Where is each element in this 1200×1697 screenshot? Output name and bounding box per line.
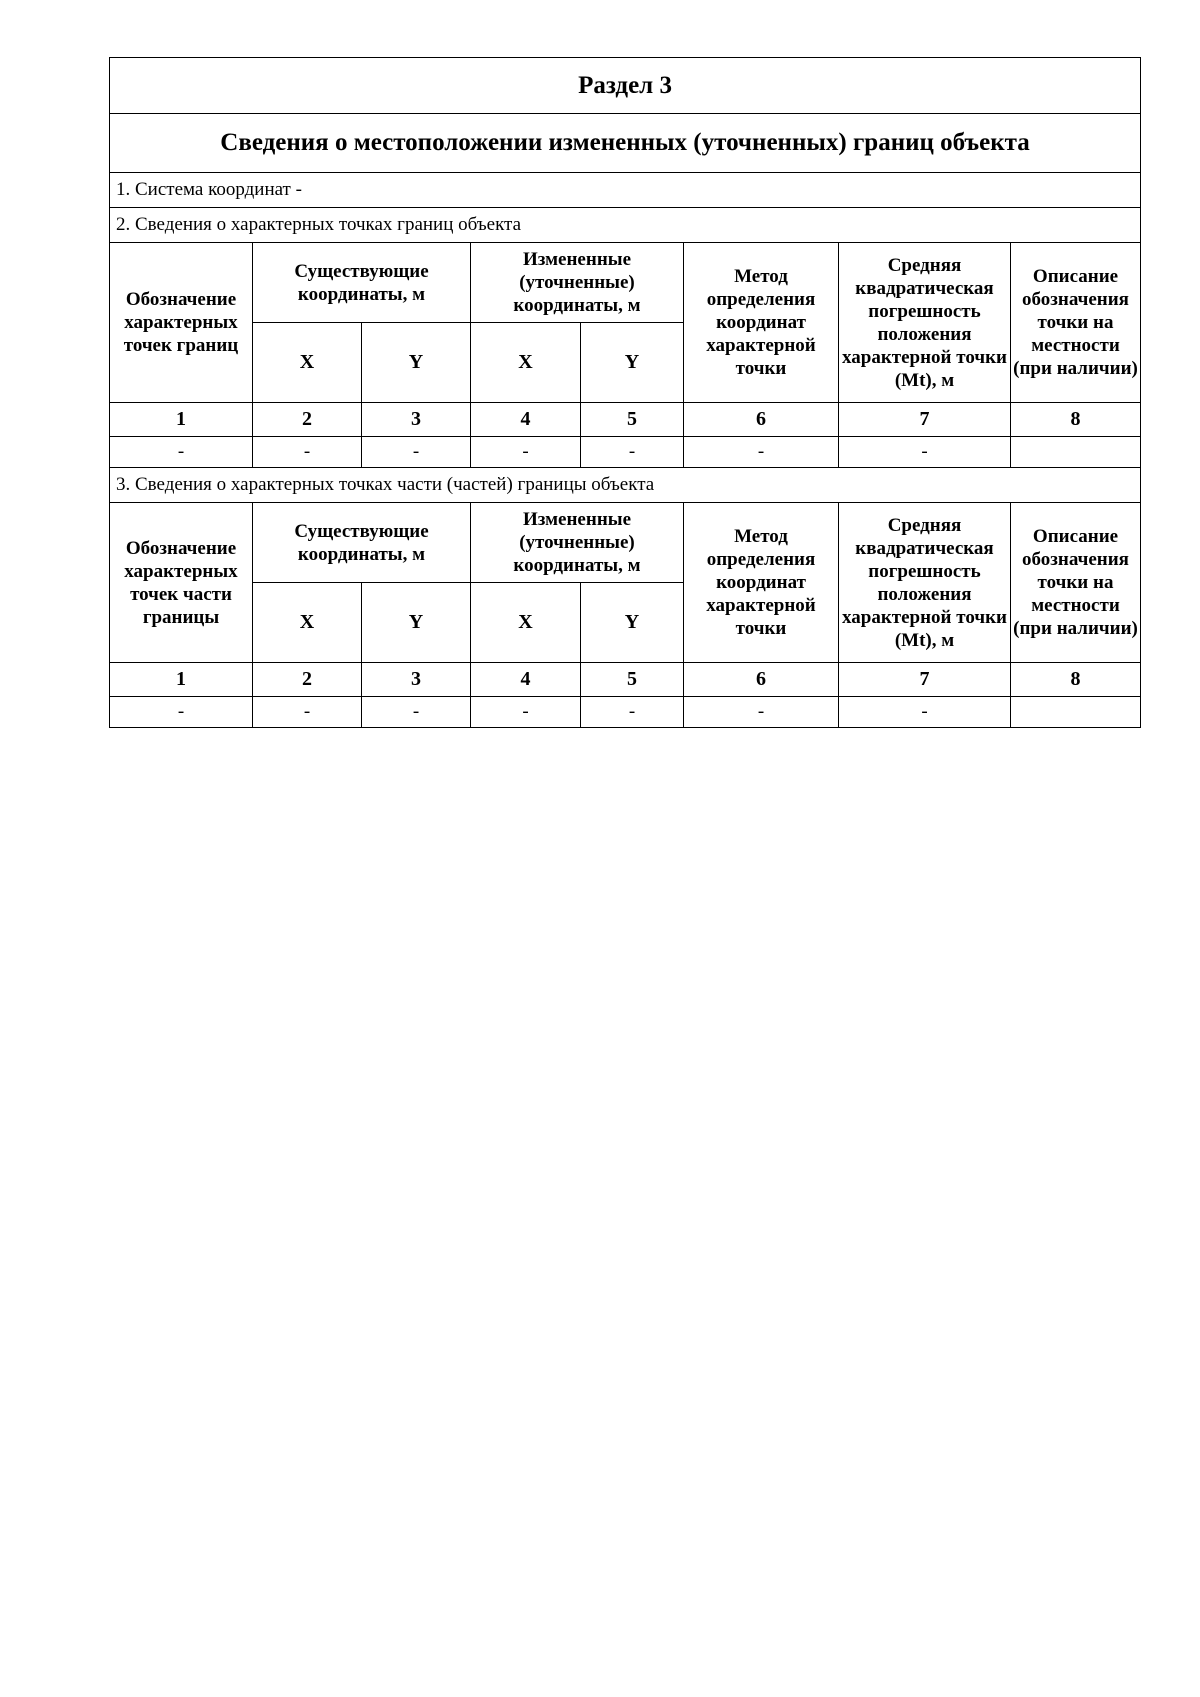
section-title: Раздел 3 [110, 58, 1141, 114]
table-cell [1011, 437, 1141, 468]
part3-col-method: Метод определения координат характерной точки [684, 503, 839, 663]
part2-existing-y: Y [362, 323, 471, 403]
part3-num: 4 [471, 663, 581, 697]
part2-col-error: Средняя квадратическая погрешность положения характерной точки (Mt), м [839, 243, 1011, 403]
part2-num: 6 [684, 403, 839, 437]
table-cell: - [839, 697, 1011, 728]
part2-number-row [110, 403, 1141, 437]
table-cell: - [684, 697, 839, 728]
part2-num: 3 [362, 403, 471, 437]
part2-changed-x: X [471, 323, 581, 403]
table-cell: - [362, 437, 471, 468]
part3-col-changed: Измененные (уточненные) координаты, м [471, 503, 684, 583]
part3-changed-x: X [471, 583, 581, 663]
part2-header-row [110, 243, 1141, 323]
table-cell: - [253, 697, 362, 728]
part3-header-row [110, 503, 1141, 583]
section-subtitle: Сведения о местоположении измененных (уточненных) границ объекта [110, 114, 1141, 173]
part2-col-changed: Измененные (уточненные) координаты, м [471, 243, 684, 323]
title-row [110, 58, 1141, 114]
part3-num: 8 [1011, 663, 1141, 697]
section-3-document [109, 57, 1140, 728]
part2-col-method: Метод определения координат характерной точки [684, 243, 839, 403]
table-cell: - [471, 697, 581, 728]
part2-col-designation: Обозначение характерных точек границ [110, 243, 253, 403]
part3-col-designation: Обозначение характерных точек части границы [110, 503, 253, 663]
part3-num: 1 [110, 663, 253, 697]
part2-num: 7 [839, 403, 1011, 437]
part2-caption: 2. Сведения о характерных точках границ объекта [110, 208, 1141, 243]
part2-caption-row [110, 208, 1141, 243]
part3-existing-x: X [253, 583, 362, 663]
part3-caption: 3. Сведения о характерных точках части (частей) границы объекта [110, 468, 1141, 503]
part3-col-existing: Существующие координаты, м [253, 503, 471, 583]
part3-caption-row [110, 468, 1141, 503]
part3-num: 2 [253, 663, 362, 697]
table-cell: - [471, 437, 581, 468]
table-cell: - [253, 437, 362, 468]
part2-col-description: Описание обозначения точки на местности (при наличии) [1011, 243, 1141, 403]
table-cell [1011, 697, 1141, 728]
table-cell: - [839, 437, 1011, 468]
part3-col-description: Описание обозначения точки на местности (при наличии) [1011, 503, 1141, 663]
subtitle-row [110, 114, 1141, 173]
part3-data-row [110, 697, 1141, 728]
part3-changed-y: Y [581, 583, 684, 663]
part3-num: 3 [362, 663, 471, 697]
part2-existing-x: X [253, 323, 362, 403]
table-cell: - [581, 437, 684, 468]
table-cell: - [362, 697, 471, 728]
part3-num: 7 [839, 663, 1011, 697]
part2-data-row [110, 437, 1141, 468]
part3-num: 5 [581, 663, 684, 697]
table-cell: - [684, 437, 839, 468]
part2-num: 1 [110, 403, 253, 437]
part2-num: 2 [253, 403, 362, 437]
boundary-table [109, 57, 1141, 728]
coordinate-system-row [110, 173, 1141, 208]
part3-number-row [110, 663, 1141, 697]
table-cell: - [110, 697, 253, 728]
part2-num: 5 [581, 403, 684, 437]
coordinate-system: 1. Система координат - [110, 173, 1141, 208]
part3-num: 6 [684, 663, 839, 697]
part2-col-existing: Существующие координаты, м [253, 243, 471, 323]
part2-num: 8 [1011, 403, 1141, 437]
part2-num: 4 [471, 403, 581, 437]
part3-existing-y: Y [362, 583, 471, 663]
part3-col-error: Средняя квадратическая погрешность положения характерной точки (Mt), м [839, 503, 1011, 663]
table-cell: - [581, 697, 684, 728]
table-cell: - [110, 437, 253, 468]
part2-changed-y: Y [581, 323, 684, 403]
